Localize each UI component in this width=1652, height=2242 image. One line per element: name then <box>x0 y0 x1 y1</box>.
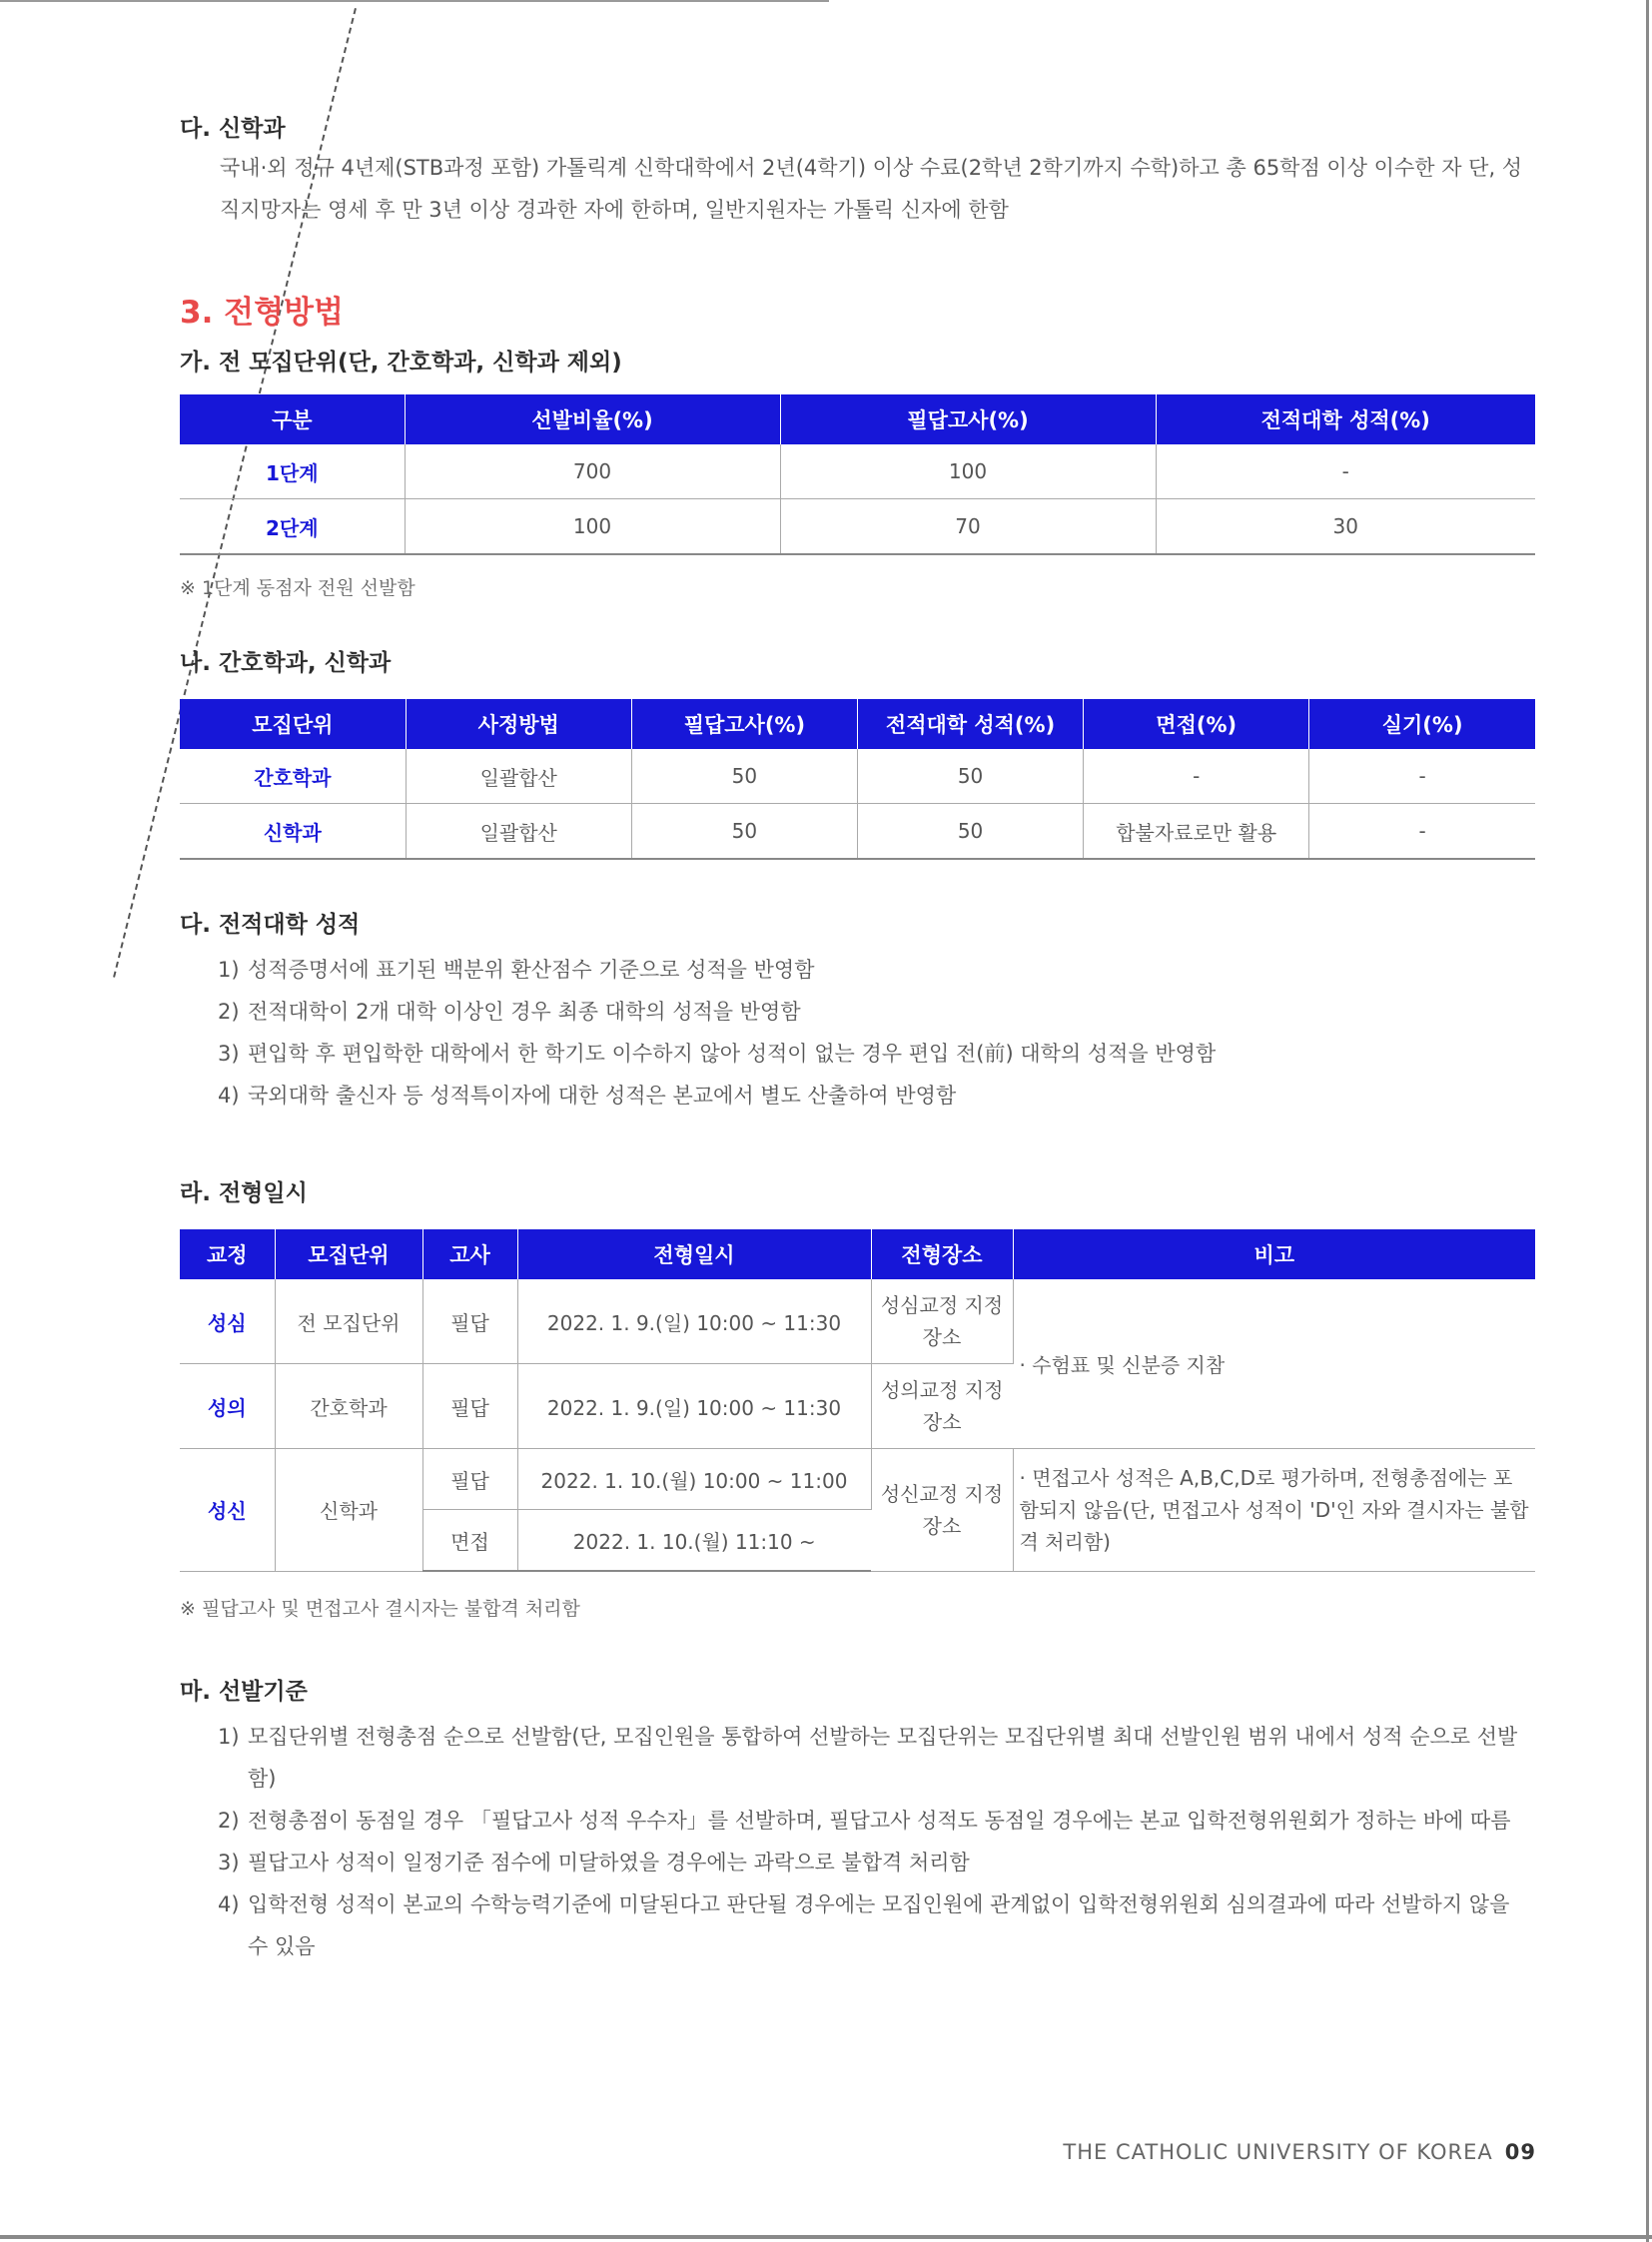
table-row <box>180 804 1535 860</box>
remark-cell: · 면접고사 성적은 A,B,C,D로 평가하며, 전형총점에는 포함되지 않음(단, 면접고사 성적이 'D'인 자와 결시자는 불합격 처리함) <box>1013 1449 1535 1572</box>
col-header: 고사 <box>422 1229 517 1279</box>
table-header-row <box>180 699 1535 749</box>
list-item <box>218 1883 1535 1967</box>
table-cell: 필답 <box>422 1449 517 1510</box>
col-header: 전형일시 <box>517 1229 871 1279</box>
table-row <box>180 749 1535 804</box>
university-name: THE CATHOLIC UNIVERSITY OF KOREA <box>1063 2140 1493 2164</box>
table-cell: 성심교정 지정장소 <box>871 1279 1013 1364</box>
table-cell: 100 <box>405 499 780 555</box>
table-cell: 전 모집단위 <box>275 1279 422 1364</box>
part-d-heading: 라. 전형일시 <box>180 1180 308 1206</box>
table-cell: 70 <box>780 499 1156 555</box>
col-header: 비고 <box>1013 1229 1535 1279</box>
exam-schedule-table <box>180 1229 1535 1572</box>
row-label: 신학과 <box>180 804 406 860</box>
table-cell: - <box>1156 444 1535 499</box>
table-cell: 2022. 1. 10.(월) 11:10 ~ <box>517 1510 871 1572</box>
table-cell: 일괄합산 <box>406 749 631 804</box>
table-row <box>180 444 1535 499</box>
item-number: 1) <box>218 958 240 982</box>
col-header: 구분 <box>180 394 405 444</box>
row-label: 성심 <box>180 1279 275 1364</box>
list-item <box>218 1842 1535 1883</box>
row-label: 1단계 <box>180 444 405 499</box>
table-cell: 간호학과 <box>275 1364 422 1449</box>
row-label: 2단계 <box>180 499 405 555</box>
section-title: 3. 전형방법 <box>180 295 344 331</box>
item-text: 편입학 후 편입학한 대학에서 한 학기도 이수하지 않아 성적이 없는 경우 편입 전(前) 대학의 성적을 반영함 <box>248 1042 1217 1066</box>
row-label: 성신 <box>180 1449 275 1572</box>
list-item <box>218 1716 1535 1800</box>
table-cell: 필답 <box>422 1279 517 1364</box>
col-header: 면접(%) <box>1084 699 1309 749</box>
section-heading: 다. 신학과 <box>180 116 286 142</box>
nursing-theology-table <box>180 699 1535 860</box>
item-number: 4) <box>218 1084 240 1108</box>
row-label: 성의 <box>180 1364 275 1449</box>
section-theology-eligibility <box>180 110 1535 231</box>
item-text: 모집단위별 전형총점 순으로 선발함(단, 모집인원을 통합하여 선발하는 모집단위는 모집단위별 최대 선발인원 범위 내에서 성적 순으로 선발함) <box>248 1725 1518 1791</box>
table-cell: 2022. 1. 9.(일) 10:00 ~ 11:30 <box>517 1364 871 1449</box>
table-row <box>180 499 1535 555</box>
table-cell: 50 <box>857 749 1083 804</box>
col-header: 전적대학 성적(%) <box>857 699 1083 749</box>
item-text: 필답고사 성적이 일정기준 점수에 미달하였을 경우에는 과락으로 불합격 처리함 <box>248 1851 970 1874</box>
table-cell: 신학과 <box>275 1449 422 1572</box>
table-cell: 합불자료로만 활용 <box>1084 804 1309 860</box>
col-header: 선발비율(%) <box>405 394 780 444</box>
page-edge-bottom <box>0 2235 1652 2239</box>
selection-ratio-table <box>180 394 1535 555</box>
col-header: 교정 <box>180 1229 275 1279</box>
part-b-heading: 나. 간호학과, 신학과 <box>180 650 392 676</box>
table-cell: 50 <box>857 804 1083 860</box>
table-cell: 30 <box>1156 499 1535 555</box>
item-text: 입학전형 성적이 본교의 수학능력기준에 미달된다고 판단될 경우에는 모집인원에 관계없이 입학전형위원회 심의결과에 따라 선발하지 않을 수 있음 <box>248 1892 1510 1958</box>
list-item <box>218 1033 1535 1075</box>
list-item <box>218 1075 1535 1117</box>
row-label: 간호학과 <box>180 749 406 804</box>
page-footer <box>1063 2140 1536 2164</box>
col-header: 전적대학 성적(%) <box>1156 394 1535 444</box>
col-header: 사정방법 <box>406 699 631 749</box>
table-header-row <box>180 394 1535 444</box>
col-header: 모집단위 <box>180 699 406 749</box>
list-item <box>218 1800 1535 1842</box>
part-a-heading: 가. 전 모집단위(단, 간호학과, 신학과 제외) <box>180 350 622 375</box>
table-note: ※ 필답고사 및 면접고사 결시자는 불합격 처리함 <box>180 1598 580 1620</box>
table-cell: 2022. 1. 10.(월) 10:00 ~ 11:00 <box>517 1449 871 1510</box>
item-text: 전적대학이 2개 대학 이상인 경우 최종 대학의 성적을 반영함 <box>248 1000 801 1024</box>
grade-rules-list <box>218 949 1535 1117</box>
item-text: 국외대학 출신자 등 성적특이자에 대한 성적은 본교에서 별도 산출하여 반영함 <box>248 1084 957 1108</box>
table-cell: - <box>1309 749 1535 804</box>
table-header-row <box>180 1229 1535 1279</box>
col-header: 전형장소 <box>871 1229 1013 1279</box>
table-cell: 필답 <box>422 1364 517 1449</box>
page-number: 09 <box>1504 2140 1536 2164</box>
table-cell: 성신교정 지정장소 <box>871 1449 1013 1572</box>
table-cell: - <box>1084 749 1309 804</box>
eligibility-text: 국내·외 정규 4년제(STB과정 포함) 가톨릭계 신학대학에서 2년(4학기) 이상 수료(2학년 2학기까지 수학)하고 총 65학점 이상 이수한 자 단, 성직지망자는 영세 후 만 3년 이상 경과한 자에 한하며, 일반지원자는 가톨릭 신자에 한함 <box>220 156 1523 222</box>
part-c-heading: 다. 전적대학 성적 <box>180 912 361 938</box>
col-header: 필답고사(%) <box>780 394 1156 444</box>
remark-cell: · 수험표 및 신분증 지참 <box>1013 1279 1535 1449</box>
table-cell: 2022. 1. 9.(일) 10:00 ~ 11:30 <box>517 1279 871 1364</box>
item-text: 성적증명서에 표기된 백분위 환산점수 기준으로 성적을 반영함 <box>248 958 815 982</box>
page-content <box>180 110 1535 1967</box>
table-cell: 50 <box>631 749 857 804</box>
table-cell: 일괄합산 <box>406 804 631 860</box>
selection-criteria-list <box>218 1716 1535 1967</box>
table-row <box>180 1449 1535 1510</box>
item-number: 1) <box>218 1725 240 1749</box>
item-number: 4) <box>218 1892 240 1916</box>
item-number: 2) <box>218 1000 240 1024</box>
part-e-heading: 마. 선발기준 <box>180 1679 308 1705</box>
page-edge-right <box>1646 0 1649 2242</box>
table-cell: - <box>1309 804 1535 860</box>
top-rule <box>0 0 829 2</box>
item-number: 2) <box>218 1809 240 1833</box>
list-item <box>218 991 1535 1033</box>
table-cell: 면접 <box>422 1510 517 1572</box>
item-number: 3) <box>218 1042 240 1066</box>
list-item <box>218 949 1535 991</box>
col-header: 실기(%) <box>1309 699 1535 749</box>
table-cell: 100 <box>780 444 1156 499</box>
table-cell: 성의교정 지정장소 <box>871 1364 1013 1449</box>
table-cell: 50 <box>631 804 857 860</box>
item-text: 전형총점이 동점일 경우 「필답고사 성적 우수자」를 선발하며, 필답고사 성적도 동점일 경우에는 본교 입학전형위원회가 정하는 바에 따름 <box>248 1809 1511 1833</box>
col-header: 모집단위 <box>275 1229 422 1279</box>
table-cell: 700 <box>405 444 780 499</box>
table-note: ※ 1단계 동점자 전원 선발함 <box>180 577 415 599</box>
col-header: 필답고사(%) <box>631 699 857 749</box>
item-number: 3) <box>218 1851 240 1874</box>
table-row <box>180 1279 1535 1364</box>
